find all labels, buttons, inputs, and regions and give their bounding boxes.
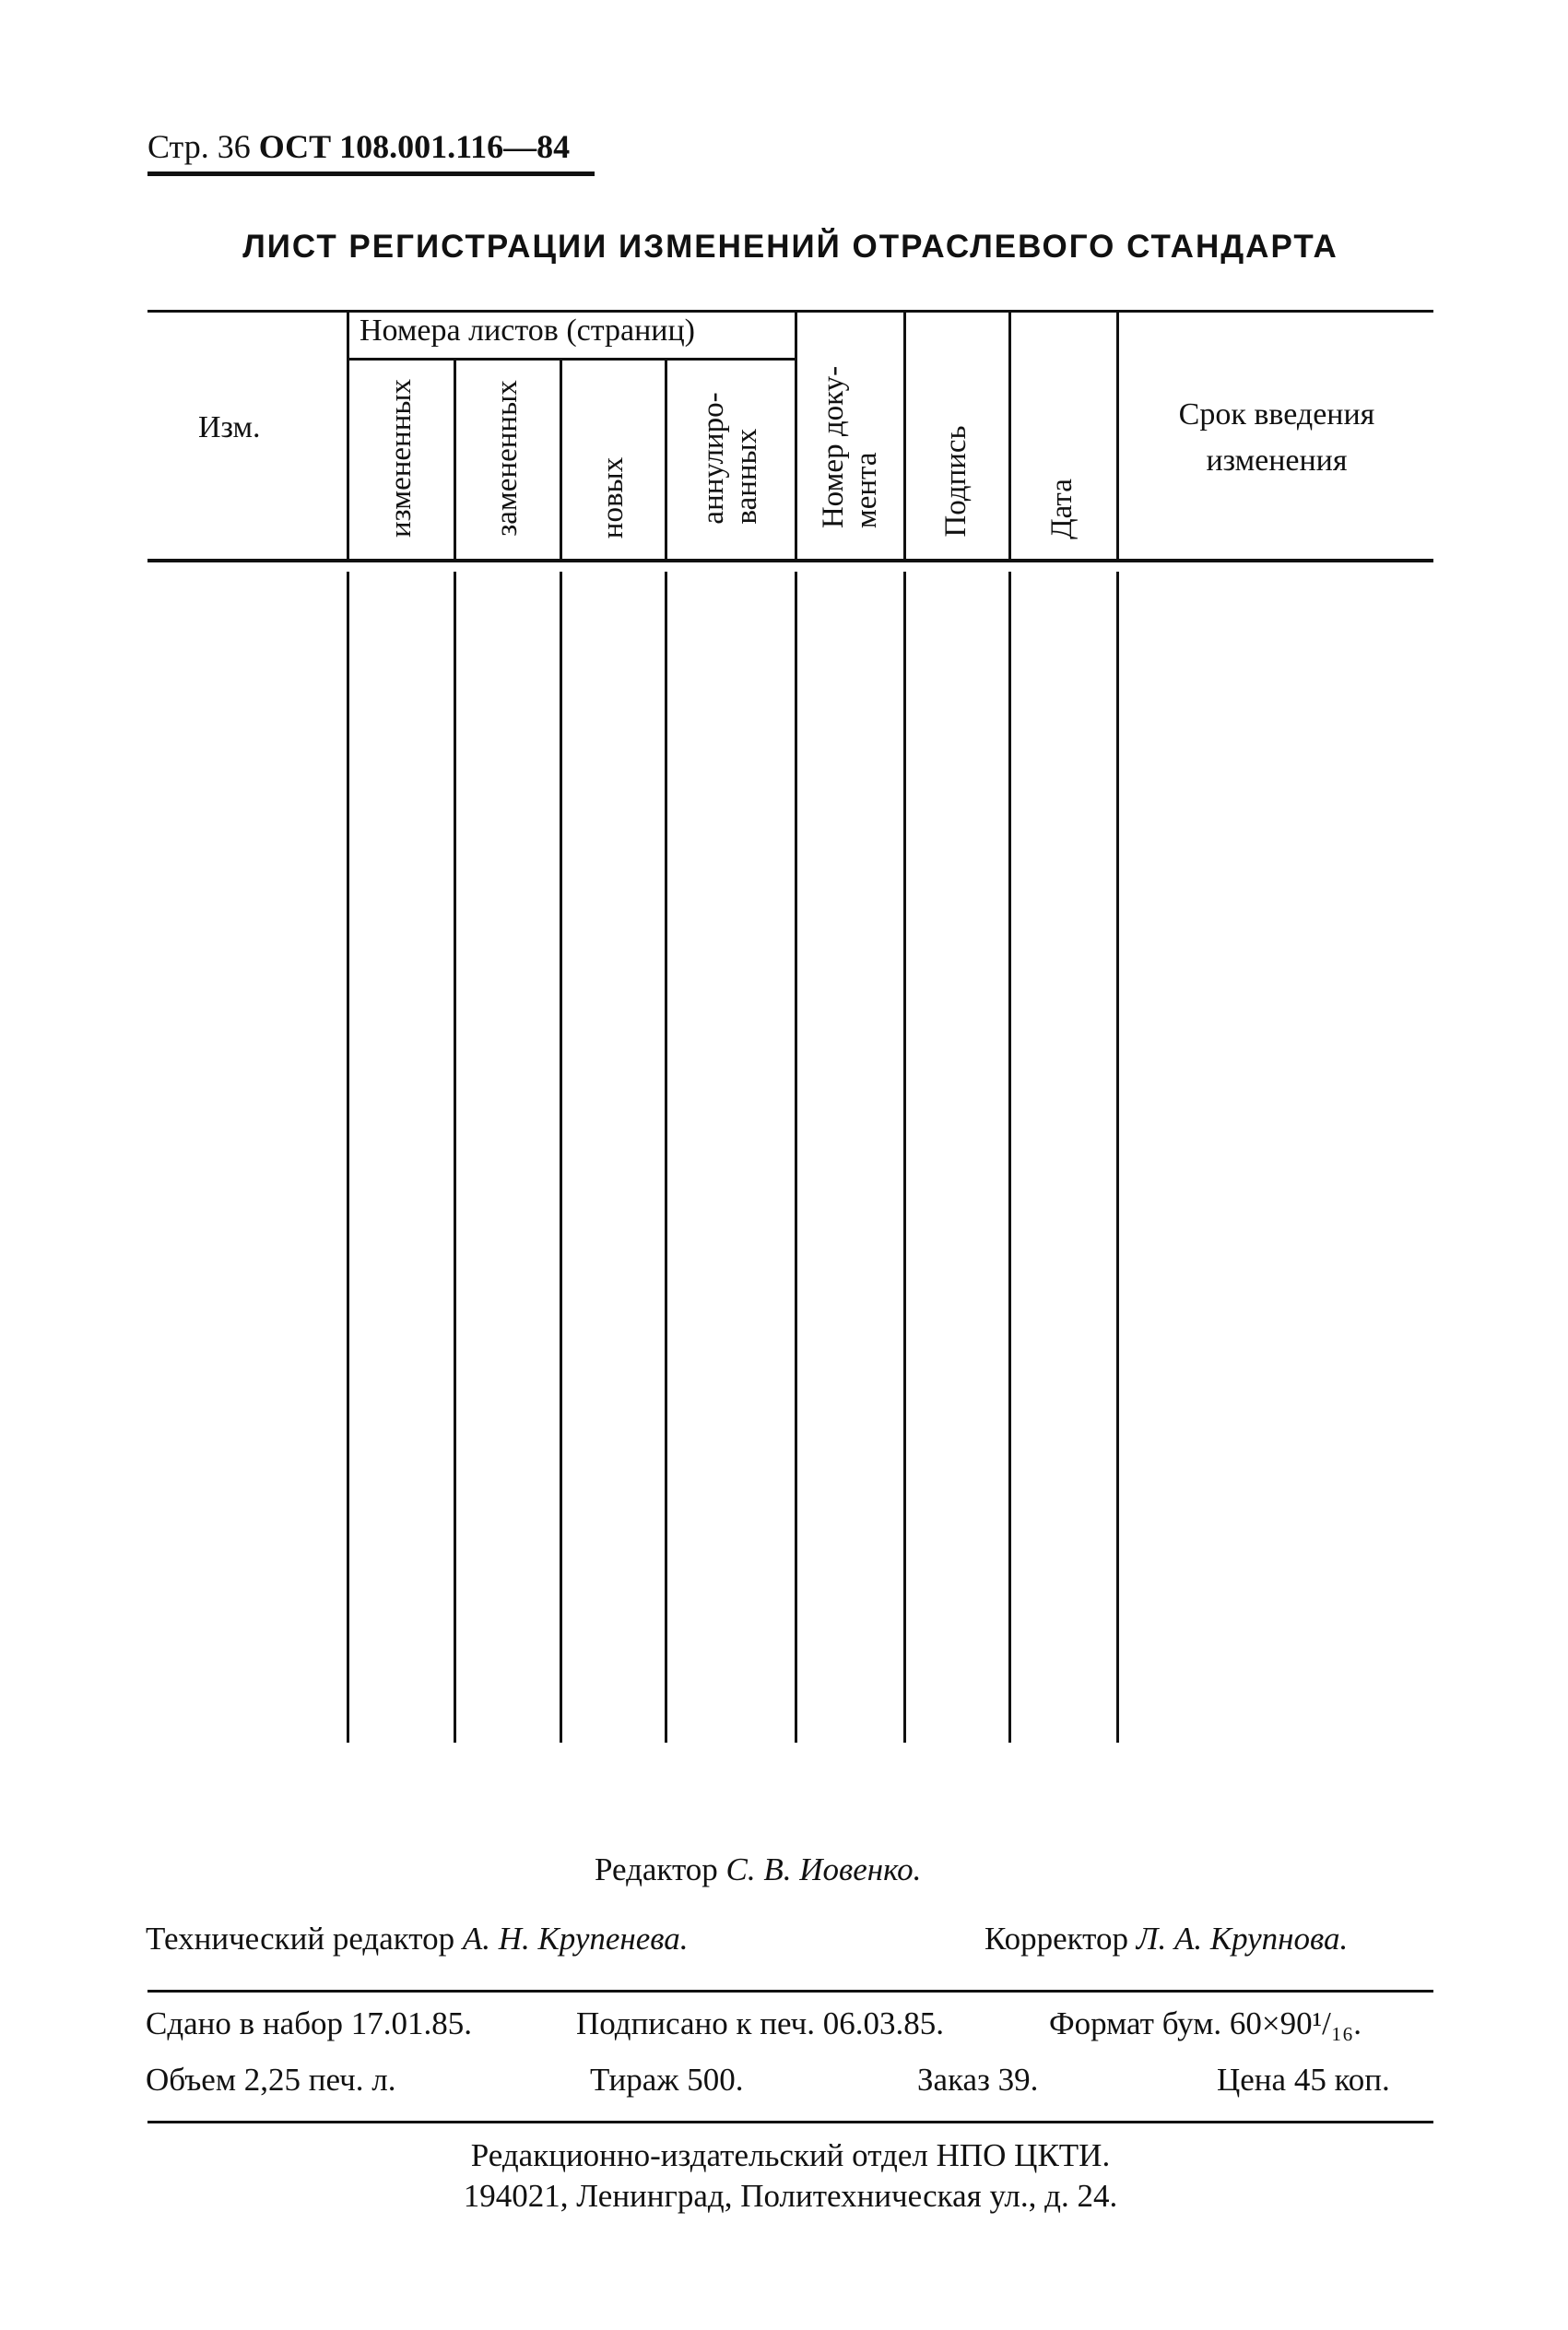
col-docnum-line1: Номер доку- [817,365,850,529]
publisher-line2: 194021, Ленинград, Политехническая ул., д. 24. [463,2178,1118,2214]
table-vline [665,361,667,559]
tech-editor-line [146,1921,689,1957]
page-header [147,127,570,166]
group-header-sheet-numbers: Номера листов (страниц) [360,313,696,348]
col-annulled-line2: ванных [730,428,763,525]
table-top-rule [147,310,1433,313]
corrector-label: Корректор [984,1921,1129,1957]
table-vline [1116,313,1119,559]
doc-code: ОСТ 108.001.116—84 [258,128,571,165]
imprint-bottom-rule [147,2121,1433,2123]
table-header-rule [147,559,1433,562]
table-vline [1116,572,1119,1743]
group-header-rule [347,358,796,361]
col-signature-header: Подпись [939,425,973,538]
page-number: Стр. 36 [147,128,251,165]
table-vline [347,572,349,1743]
publisher-line1: Редакционно-издательский отдел НПО ЦКТИ. [470,2137,1111,2173]
table-vline [1008,313,1011,559]
table-vline [665,572,667,1743]
col-annulled-header [697,392,763,524]
col-new-header: новых [596,456,630,539]
table-vline [347,313,349,559]
table-vline [454,361,456,559]
imprint-submitted: Сдано в набор 17.01.85. [146,2005,473,2041]
col-date-header: Дата [1045,479,1079,539]
imprint-volume: Объем 2,25 печ. л. [146,2062,396,2098]
table-vline [903,572,906,1743]
page-title: ЛИСТ РЕГИСТРАЦИИ ИЗМЕНЕНИЙ ОТРАСЛЕВОГО СТАНДАРТА [242,229,1338,265]
table-vline [1008,572,1011,1743]
imprint-order: Заказ 39. [917,2062,1039,2098]
table-vline [795,313,797,559]
table-vline [454,572,456,1743]
imprint-top-rule [147,1990,1433,1993]
table-vline [903,313,906,559]
col-docnum-line2: мента [850,452,883,529]
editor-name: С. В. Иовенко. [725,1851,922,1887]
col-annulled-line1: аннулиро- [697,392,730,525]
editor-line [595,1851,921,1888]
tech-editor-name: А. Н. Крупенева. [462,1921,689,1957]
corrector-line [984,1921,1348,1957]
col-term-line2: изменения [1206,444,1348,478]
imprint-format: Формат бум. 60×90¹/₁₆. [1049,2005,1362,2041]
col-term-line1: Срок введения [1178,397,1375,432]
header-rule [147,171,595,176]
tech-editor-label: Технический редактор [146,1921,455,1957]
table-vline [795,572,797,1743]
col-term-header [1120,392,1433,484]
col-changed-header: измененных [384,378,418,538]
imprint-print-run: Тираж 500. [590,2062,744,2098]
col-replaced-header: замененных [490,380,524,537]
col-docnum-header [817,366,883,528]
table-vline [560,361,562,559]
editor-label: Редактор [595,1851,718,1887]
corrector-name: Л. А. Крупнова. [1136,1921,1349,1957]
imprint-signed: Подписано к печ. 06.03.85. [576,2005,945,2041]
col-izm-header: Изм. [198,410,261,444]
table-vline [560,572,562,1743]
imprint-price: Цена 45 коп. [1217,2062,1390,2098]
